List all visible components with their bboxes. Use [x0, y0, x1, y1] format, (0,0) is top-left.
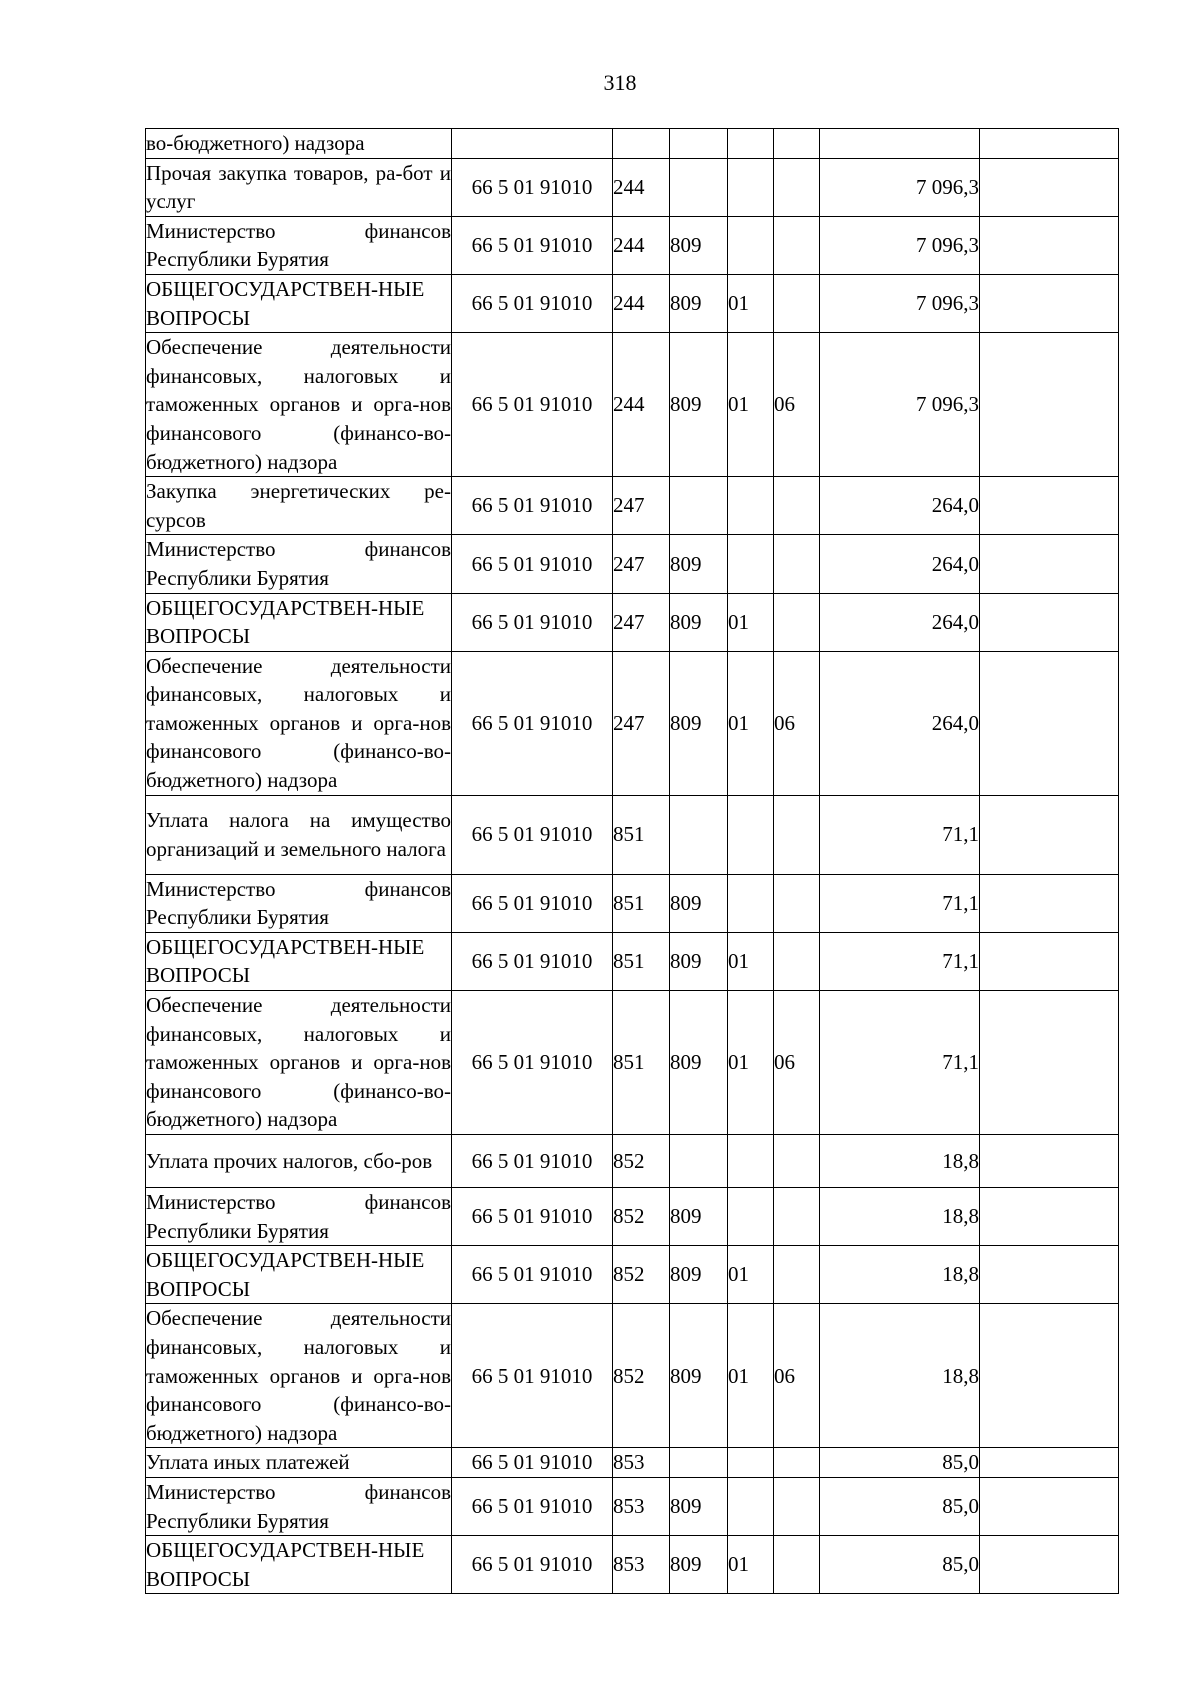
row-amount-cell: 85,0 [820, 1477, 980, 1535]
row-amount-cell: 7 096,3 [820, 333, 980, 477]
row-subsection-cell [774, 1135, 820, 1188]
row-expense-type-cell: 247 [613, 593, 670, 651]
row-empty-cell [980, 1536, 1119, 1594]
row-administrator-cell: 809 [670, 932, 728, 990]
row-amount-cell: 85,0 [820, 1536, 980, 1594]
row-administrator-cell [670, 1448, 728, 1478]
row-administrator-cell: 809 [670, 535, 728, 593]
row-name-cell: Обеспечение деятельности финансовых, налоговых и таможенных органов и орга-нов финансового (финансо-во-бюджетного) надзора [146, 651, 452, 795]
row-expense-type-cell: 851 [613, 991, 670, 1135]
row-empty-cell [980, 991, 1119, 1135]
row-target-article-cell: 66 5 01 91010 [452, 158, 613, 216]
row-section-cell [728, 1477, 774, 1535]
table-row [146, 1477, 1119, 1535]
row-name-cell: ОБЩЕГОСУДАРСТВЕН-НЫЕ ВОПРОСЫ [146, 932, 452, 990]
row-name-cell: Обеспечение деятельности финансовых, налоговых и таможенных органов и орга-нов финансового (финансо-во-бюджетного) надзора [146, 333, 452, 477]
row-name-cell: ОБЩЕГОСУДАРСТВЕН-НЫЕ ВОПРОСЫ [146, 1246, 452, 1304]
row-subsection-cell [774, 477, 820, 535]
row-section-cell [728, 1188, 774, 1246]
row-amount-cell: 264,0 [820, 593, 980, 651]
row-name-cell: Министерство финансов Республики Бурятия [146, 874, 452, 932]
row-subsection-cell [774, 795, 820, 874]
row-name-cell: Уплата налога на имущество организаций и земельного налога [146, 795, 452, 874]
row-name-cell: Обеспечение деятельности финансовых, налоговых и таможенных органов и орга-нов финансового (финансо-во-бюджетного) надзора [146, 991, 452, 1135]
row-target-article-cell: 66 5 01 91010 [452, 1448, 613, 1478]
row-target-article-cell: 66 5 01 91010 [452, 535, 613, 593]
row-empty-cell [980, 1188, 1119, 1246]
table-row [146, 1304, 1119, 1448]
row-target-article-cell: 66 5 01 91010 [452, 1477, 613, 1535]
row-amount-cell: 71,1 [820, 795, 980, 874]
row-subsection-cell: 06 [774, 333, 820, 477]
row-name-cell: ОБЩЕГОСУДАРСТВЕН-НЫЕ ВОПРОСЫ [146, 274, 452, 332]
table-row [146, 274, 1119, 332]
table-row [146, 477, 1119, 535]
row-expense-type-cell: 244 [613, 158, 670, 216]
row-target-article-cell: 66 5 01 91010 [452, 274, 613, 332]
row-empty-cell [980, 795, 1119, 874]
row-target-article-cell: 66 5 01 91010 [452, 216, 613, 274]
row-target-article-cell: 66 5 01 91010 [452, 991, 613, 1135]
row-name-cell: Прочая закупка товаров, ра-бот и услуг [146, 158, 452, 216]
row-administrator-cell: 809 [670, 874, 728, 932]
row-administrator-cell: 809 [670, 1304, 728, 1448]
table-row [146, 932, 1119, 990]
row-amount-cell: 264,0 [820, 535, 980, 593]
row-subsection-cell [774, 274, 820, 332]
row-section-cell [728, 216, 774, 274]
row-expense-type-cell: 852 [613, 1246, 670, 1304]
page-number: 318 [603, 70, 637, 95]
row-section-cell: 01 [728, 1304, 774, 1448]
row-expense-type-cell: 247 [613, 477, 670, 535]
row-subsection-cell [774, 1246, 820, 1304]
row-target-article-cell: 66 5 01 91010 [452, 333, 613, 477]
row-administrator-cell [670, 795, 728, 874]
row-administrator-cell: 809 [670, 216, 728, 274]
row-target-article-cell: 66 5 01 91010 [452, 1536, 613, 1594]
row-target-article-cell: 66 5 01 91010 [452, 1246, 613, 1304]
row-target-article-cell [452, 129, 613, 159]
row-empty-cell [980, 874, 1119, 932]
table-row [146, 1448, 1119, 1478]
row-target-article-cell: 66 5 01 91010 [452, 593, 613, 651]
row-amount-cell: 18,8 [820, 1188, 980, 1246]
row-subsection-cell [774, 593, 820, 651]
row-section-cell [728, 874, 774, 932]
row-empty-cell [980, 535, 1119, 593]
row-administrator-cell [670, 129, 728, 159]
row-name-cell: Уплата иных платежей [146, 1448, 452, 1478]
row-section-cell [728, 158, 774, 216]
row-empty-cell [980, 1246, 1119, 1304]
row-section-cell [728, 795, 774, 874]
row-expense-type-cell: 852 [613, 1304, 670, 1448]
row-administrator-cell: 809 [670, 333, 728, 477]
row-name-cell: ОБЩЕГОСУДАРСТВЕН-НЫЕ ВОПРОСЫ [146, 1536, 452, 1594]
row-section-cell [728, 1135, 774, 1188]
row-empty-cell [980, 274, 1119, 332]
row-administrator-cell: 809 [670, 1536, 728, 1594]
row-section-cell [728, 1448, 774, 1478]
row-expense-type-cell: 852 [613, 1135, 670, 1188]
row-amount-cell: 18,8 [820, 1246, 980, 1304]
table-row [146, 535, 1119, 593]
table-row [146, 129, 1119, 159]
row-amount-cell: 18,8 [820, 1135, 980, 1188]
row-empty-cell [980, 932, 1119, 990]
row-section-cell: 01 [728, 991, 774, 1135]
row-subsection-cell: 06 [774, 1304, 820, 1448]
row-subsection-cell [774, 1448, 820, 1478]
row-expense-type-cell: 851 [613, 795, 670, 874]
row-section-cell: 01 [728, 593, 774, 651]
row-administrator-cell: 809 [670, 1477, 728, 1535]
row-target-article-cell: 66 5 01 91010 [452, 477, 613, 535]
row-subsection-cell [774, 535, 820, 593]
row-section-cell: 01 [728, 1246, 774, 1304]
row-section-cell: 01 [728, 333, 774, 477]
row-name-cell: Уплата прочих налогов, сбо-ров [146, 1135, 452, 1188]
row-target-article-cell: 66 5 01 91010 [452, 1135, 613, 1188]
table-row [146, 593, 1119, 651]
row-empty-cell [980, 477, 1119, 535]
table-row [146, 991, 1119, 1135]
row-subsection-cell [774, 216, 820, 274]
row-section-cell: 01 [728, 1536, 774, 1594]
row-subsection-cell: 06 [774, 651, 820, 795]
row-target-article-cell: 66 5 01 91010 [452, 874, 613, 932]
row-subsection-cell [774, 874, 820, 932]
row-expense-type-cell: 853 [613, 1477, 670, 1535]
row-amount-cell: 71,1 [820, 874, 980, 932]
row-administrator-cell: 809 [670, 651, 728, 795]
row-amount-cell: 85,0 [820, 1448, 980, 1478]
row-target-article-cell: 66 5 01 91010 [452, 1188, 613, 1246]
row-empty-cell [980, 1448, 1119, 1478]
row-expense-type-cell [613, 129, 670, 159]
budget-table [145, 128, 1119, 1594]
row-subsection-cell [774, 158, 820, 216]
row-name-cell: во-бюджетного) надзора [146, 129, 452, 159]
row-subsection-cell [774, 932, 820, 990]
row-amount-cell: 264,0 [820, 477, 980, 535]
row-section-cell: 01 [728, 932, 774, 990]
row-amount-cell: 71,1 [820, 991, 980, 1135]
table-row [146, 795, 1119, 874]
row-empty-cell [980, 1304, 1119, 1448]
table-row [146, 1246, 1119, 1304]
row-empty-cell [980, 216, 1119, 274]
row-expense-type-cell: 247 [613, 535, 670, 593]
row-administrator-cell [670, 477, 728, 535]
row-name-cell: Министерство финансов Республики Бурятия [146, 535, 452, 593]
row-administrator-cell: 809 [670, 274, 728, 332]
row-expense-type-cell: 247 [613, 651, 670, 795]
row-administrator-cell [670, 1135, 728, 1188]
row-expense-type-cell: 853 [613, 1536, 670, 1594]
row-amount-cell: 264,0 [820, 651, 980, 795]
row-target-article-cell: 66 5 01 91010 [452, 932, 613, 990]
row-section-cell [728, 477, 774, 535]
table-row [146, 1536, 1119, 1594]
row-expense-type-cell: 851 [613, 932, 670, 990]
row-amount-cell: 7 096,3 [820, 216, 980, 274]
row-administrator-cell: 809 [670, 593, 728, 651]
table-row [146, 874, 1119, 932]
row-target-article-cell: 66 5 01 91010 [452, 795, 613, 874]
row-empty-cell [980, 1135, 1119, 1188]
row-administrator-cell: 809 [670, 991, 728, 1135]
row-target-article-cell: 66 5 01 91010 [452, 651, 613, 795]
table-body [146, 129, 1119, 1594]
row-subsection-cell [774, 129, 820, 159]
row-empty-cell [980, 651, 1119, 795]
table-row [146, 651, 1119, 795]
row-section-cell [728, 535, 774, 593]
row-subsection-cell: 06 [774, 991, 820, 1135]
row-empty-cell [980, 333, 1119, 477]
row-section-cell [728, 129, 774, 159]
row-subsection-cell [774, 1536, 820, 1594]
row-amount-cell: 7 096,3 [820, 274, 980, 332]
row-name-cell: Министерство финансов Республики Бурятия [146, 1477, 452, 1535]
row-empty-cell [980, 593, 1119, 651]
row-target-article-cell: 66 5 01 91010 [452, 1304, 613, 1448]
row-amount-cell: 71,1 [820, 932, 980, 990]
row-empty-cell [980, 158, 1119, 216]
row-name-cell: Закупка энергетических ре-сурсов [146, 477, 452, 535]
table-row [146, 216, 1119, 274]
table-row [146, 158, 1119, 216]
row-section-cell: 01 [728, 274, 774, 332]
table-row [146, 1188, 1119, 1246]
row-administrator-cell [670, 158, 728, 216]
row-name-cell: Министерство финансов Республики Бурятия [146, 1188, 452, 1246]
row-empty-cell [980, 129, 1119, 159]
row-administrator-cell: 809 [670, 1188, 728, 1246]
row-amount-cell: 7 096,3 [820, 158, 980, 216]
row-expense-type-cell: 851 [613, 874, 670, 932]
table-row [146, 1135, 1119, 1188]
row-name-cell: ОБЩЕГОСУДАРСТВЕН-НЫЕ ВОПРОСЫ [146, 593, 452, 651]
row-subsection-cell [774, 1188, 820, 1246]
row-administrator-cell: 809 [670, 1246, 728, 1304]
row-expense-type-cell: 853 [613, 1448, 670, 1478]
row-expense-type-cell: 244 [613, 333, 670, 477]
row-name-cell: Министерство финансов Республики Бурятия [146, 216, 452, 274]
row-expense-type-cell: 244 [613, 216, 670, 274]
table-row [146, 333, 1119, 477]
row-expense-type-cell: 244 [613, 274, 670, 332]
row-section-cell: 01 [728, 651, 774, 795]
row-subsection-cell [774, 1477, 820, 1535]
row-amount-cell: 18,8 [820, 1304, 980, 1448]
row-amount-cell [820, 129, 980, 159]
row-name-cell: Обеспечение деятельности финансовых, налоговых и таможенных органов и орга-нов финансового (финансо-во-бюджетного) надзора [146, 1304, 452, 1448]
row-empty-cell [980, 1477, 1119, 1535]
row-expense-type-cell: 852 [613, 1188, 670, 1246]
